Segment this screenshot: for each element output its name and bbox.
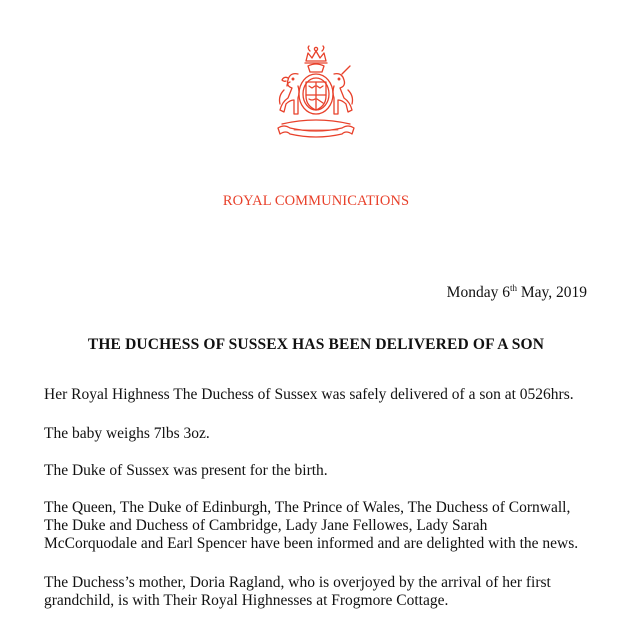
paragraph-mother-line-1: The Duchess’s mother, Doria Ragland, who is overjoyed by the arrival of her first — [44, 574, 551, 591]
date-day: 6 — [502, 284, 510, 301]
paragraph-informed-line-1: The Queen, The Duke of Edinburgh, The Prince of Wales, The Duchess of Cornwall, — [44, 499, 571, 516]
announcement-headline: THE DUCHESS OF SUSSEX HAS BEEN DELIVERED OF A SON — [87, 336, 545, 353]
date-ordinal: th — [509, 283, 517, 293]
royal-coat-of-arms-icon — [268, 44, 364, 142]
paragraph-informed — [44, 499, 624, 553]
date-weekday: Monday — [446, 284, 499, 301]
paragraph-mother — [44, 574, 624, 610]
release-date — [447, 284, 587, 302]
paragraph-informed-line-2: The Duke and Duchess of Cambridge, Lady Jane Fellowes, Lady Sarah — [44, 517, 488, 534]
paragraph-informed-line-3: McCorquodale and Earl Spencer have been informed and are delighted with the news. — [44, 535, 579, 552]
date-rest: May, 2019 — [520, 284, 587, 301]
paragraph-weight: The baby weighs 7lbs 3oz. — [44, 425, 210, 442]
letterhead-organisation: ROYAL COMMUNICATIONS — [222, 193, 410, 209]
paragraph-duke-present: The Duke of Sussex was present for the birth. — [44, 462, 328, 479]
paragraph-delivery: Her Royal Highness The Duchess of Sussex was safely delivered of a son at 0526hrs. — [44, 386, 574, 403]
paragraph-mother-line-2: grandchild, is with Their Royal Highnesses at Frogmore Cottage. — [44, 592, 449, 609]
